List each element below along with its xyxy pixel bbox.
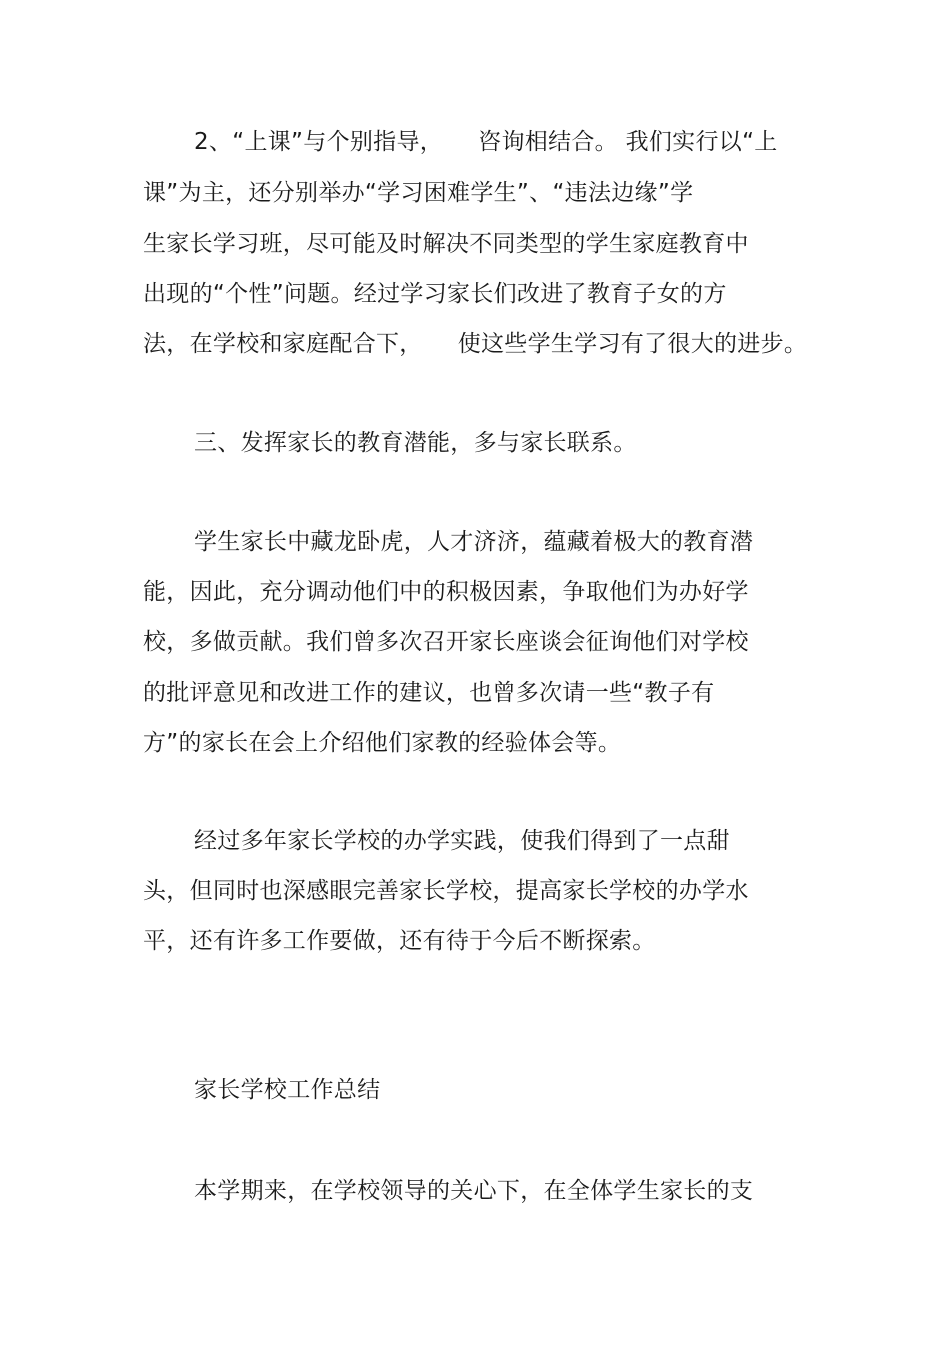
- text-line: 能，因此，充分调动他们中的积极因素，争取他们为办好学: [143, 579, 749, 605]
- text-line: 经过多年家长学校的办学实践，使我们得到了一点甜: [194, 828, 730, 854]
- text-line: 平，还有许多工作要做，还有待于今后不断探索。: [143, 928, 656, 954]
- text-line: 生家长学习班，尽可能及时解决不同类型的学生家庭教育中: [143, 231, 749, 257]
- text-line: 法，在学校和家庭配合下， 使这些学生学习有了很大的进步。: [143, 331, 808, 357]
- text-line: 本学期来，在学校领导的关心下，在全体学生家长的支: [194, 1178, 754, 1204]
- text-line: 的批评意见和改进工作的建议，也曾多次请一些“教子有: [143, 680, 715, 706]
- text-line: 头，但同时也深感眼完善家长学校，提高家长学校的办学水: [143, 878, 749, 904]
- text-line: 方”的家长在会上介绍他们家教的经验体会等。: [143, 730, 622, 756]
- text-line: 校，多做贡献。我们曾多次召开家长座谈会征询他们对学校: [143, 629, 749, 655]
- text-line: 2、“上课”与个别指导， 咨询相结合。 我们实行以“上: [194, 129, 778, 155]
- section-heading: 三、发挥家长的教育潜能，多与家长联系。: [194, 430, 637, 456]
- text-line: 出现的“个性”问题。经过学习家长们改进了教育子女的方: [143, 281, 727, 307]
- text-line: 学生家长中藏龙卧虎，人才济济，蕴藏着极大的教育潜: [194, 529, 754, 555]
- document-title: 家长学校工作总结: [194, 1077, 381, 1103]
- text-line: 课”为主，还分别举办“学习困难学生”、“违法边缘”学: [143, 180, 694, 206]
